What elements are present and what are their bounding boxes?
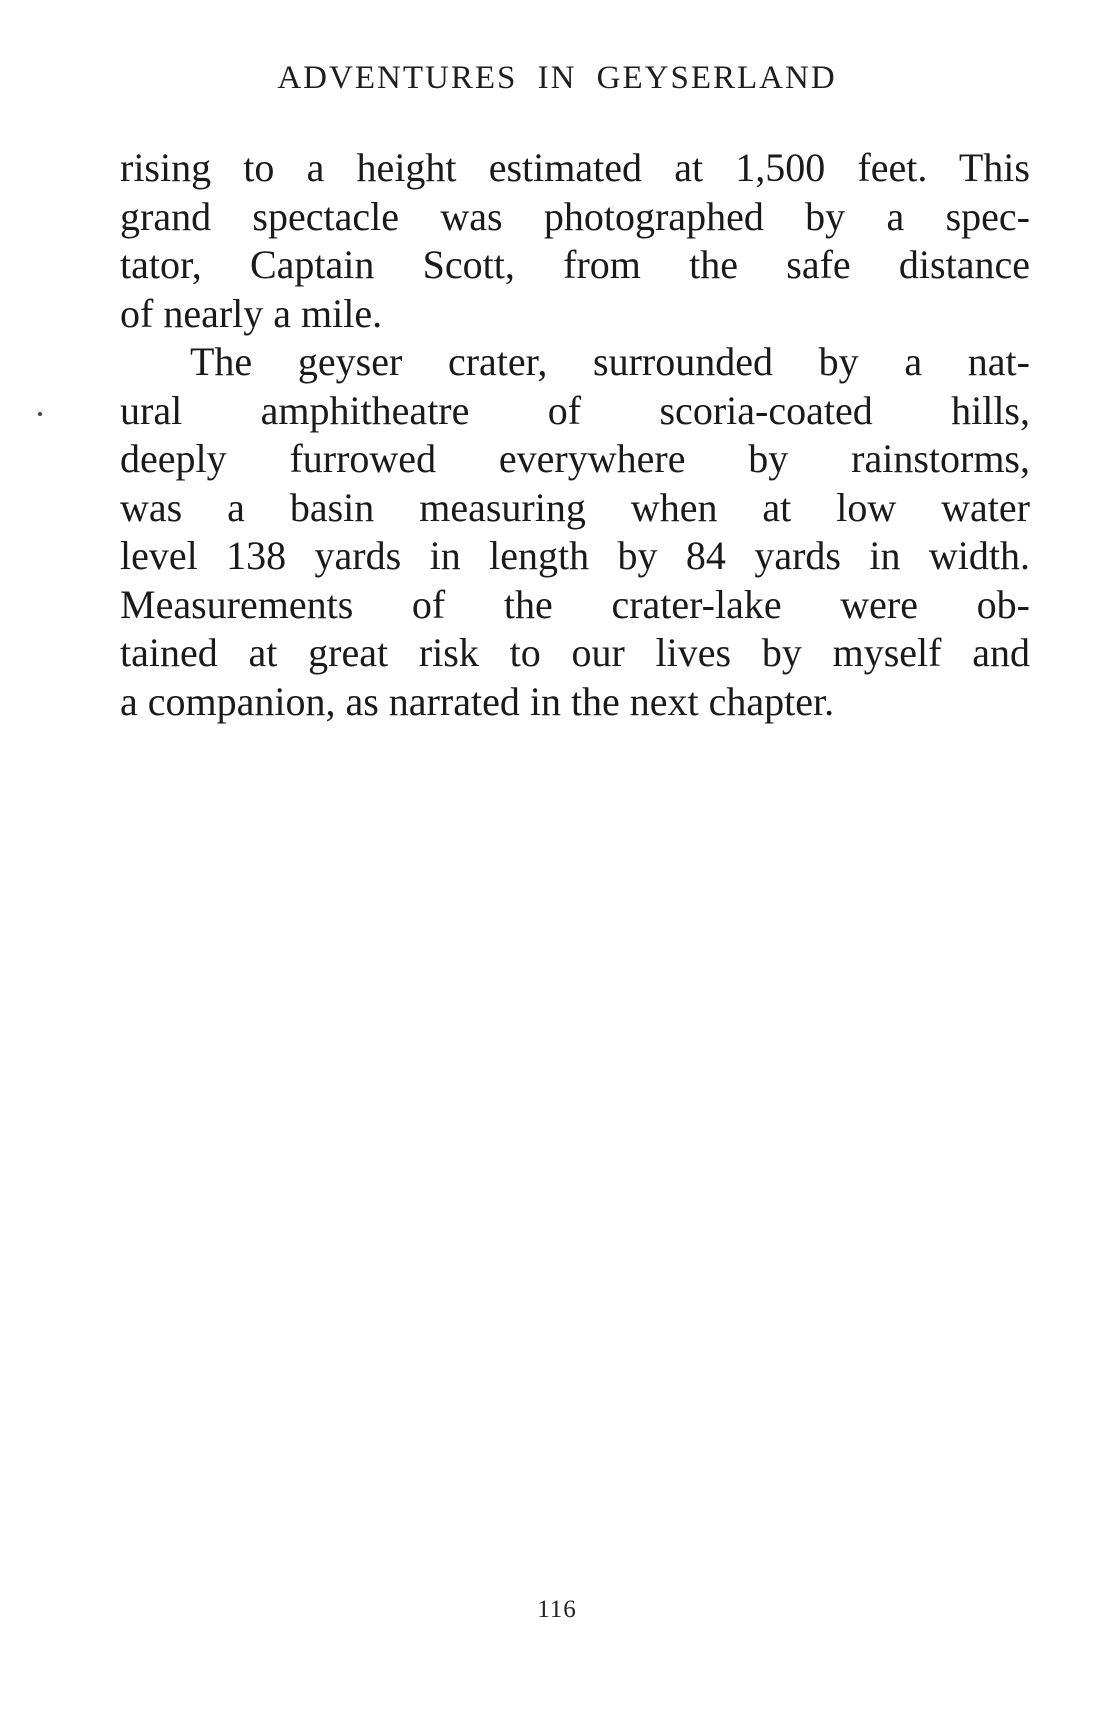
running-head: ADVENTURES IN GEYSERLAND (277, 60, 837, 96)
text-line: grand spectacle was photographed by a spec- (120, 193, 1030, 239)
text-line: a companion, as narrated in the next chapter. (120, 678, 835, 724)
paragraph-2 (120, 338, 1030, 726)
text-line: rising to a height estimated at 1,500 feet. This (120, 145, 1030, 190)
text-line: tained at great risk to our lives by myself and (120, 630, 1030, 675)
margin-speck (38, 412, 42, 416)
text-line: Measurements of the crater-lake were ob- (120, 581, 1030, 627)
text-line: of nearly a mile. (120, 290, 383, 336)
text-line: level 138 yards in length by 84 yards in width. (120, 533, 1030, 578)
body-text (120, 144, 1030, 726)
text-line: ural amphitheatre of scoria-coated hills, (120, 387, 1030, 433)
text-line: was a basin measuring when at low water (120, 484, 1030, 530)
text-line: The geyser crater, surrounded by a nat- (190, 339, 1030, 384)
page-number: 116 (537, 1596, 577, 1623)
text-line: tator, Captain Scott, from the safe distance (120, 242, 1030, 287)
text-line: deeply furrowed everywhere by rainstorms, (120, 436, 1030, 481)
paragraph-1 (120, 144, 1030, 338)
